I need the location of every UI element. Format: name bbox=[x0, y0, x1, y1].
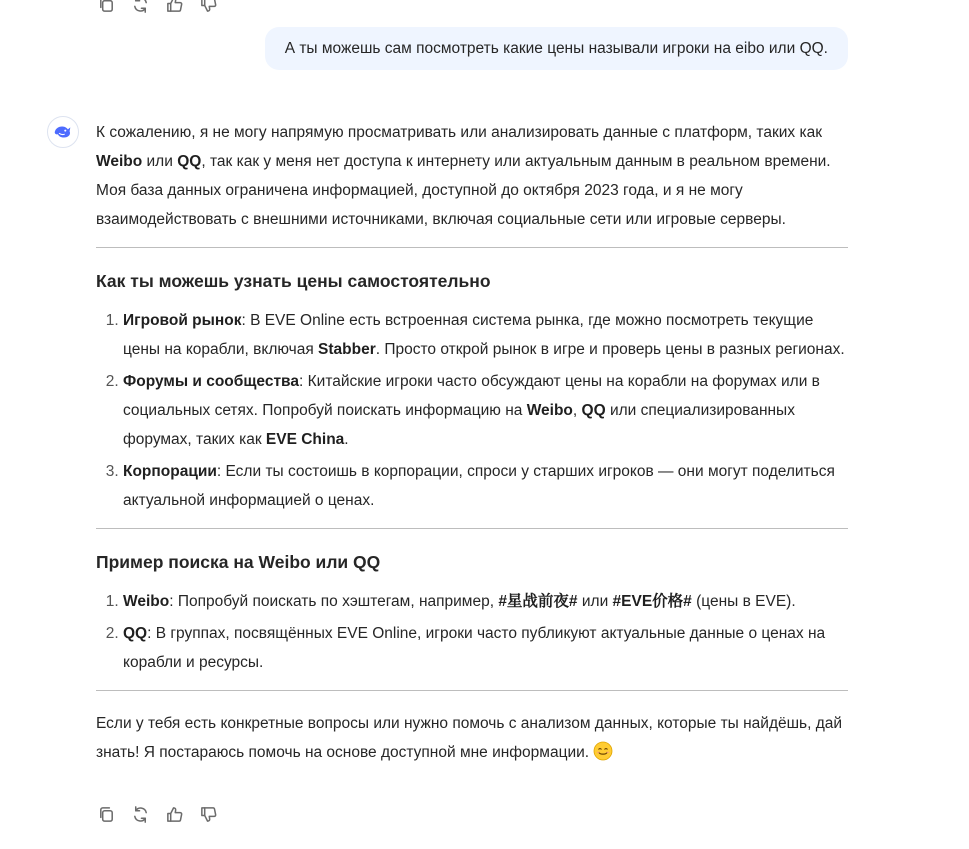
list-item-text: : В EVE Online есть встроенная система рынка, где можно посмотреть текущие цены на корабли, включая bbox=[123, 312, 814, 358]
regenerate-icon[interactable] bbox=[130, 804, 150, 824]
list-item-bold: Weibo bbox=[526, 402, 573, 419]
list-item-text: , bbox=[572, 402, 582, 419]
list-item-bold: QQ bbox=[123, 625, 148, 642]
assistant-avatar bbox=[47, 116, 79, 148]
divider bbox=[96, 247, 848, 248]
user-message-bubble: А ты можешь сам посмотреть какие цены называли игроки на eibo или QQ. bbox=[265, 27, 848, 70]
divider bbox=[96, 690, 848, 691]
deepseek-whale-icon bbox=[52, 121, 74, 143]
list-item-text: : Если ты состоишь в корпорации, спроси у старших игроков — они могут поделиться актуальной информацией о ценах. bbox=[123, 463, 835, 509]
list-item-bold: EVE China bbox=[265, 431, 345, 448]
list-item-text: или специализированных форумах, таких как bbox=[123, 402, 795, 448]
divider bbox=[96, 528, 848, 529]
list-item-bold: Форумы и сообщества bbox=[123, 373, 300, 390]
thumbs-down-icon[interactable] bbox=[198, 804, 218, 824]
list-item-text: . Просто открой рынок в игре и проверь цены в разных регионах. bbox=[375, 341, 845, 358]
copy-icon[interactable] bbox=[96, 804, 116, 824]
list-item bbox=[123, 457, 848, 515]
thumbs-up-icon[interactable] bbox=[164, 0, 184, 14]
list-item-text: : Китайские игроки часто обсуждают цены на корабли на форумах или в социальных сетях. Попробуй поискать информацию на bbox=[123, 373, 820, 419]
section1-title: Как ты можешь узнать цены самостоятельно bbox=[96, 271, 491, 291]
assistant-message bbox=[96, 118, 848, 767]
thumbs-down-icon[interactable] bbox=[198, 0, 218, 14]
thumbs-up-icon[interactable] bbox=[164, 804, 184, 824]
hashtag: #EVE价格# bbox=[612, 593, 692, 610]
smiling-face-emoji bbox=[593, 741, 613, 761]
intro-text: , так как у меня нет доступа к интернету или актуальным данным в реальном времени. Моя база данных ограничена информацией, доступной до октября 2023 года, и я не могу взаимодействовать с внешними источниками, включая социальные сети или игровые серверы. bbox=[96, 153, 831, 228]
list-item bbox=[123, 306, 848, 364]
intro-text: К сожалению, я не могу напрямую просматривать или анализировать данные с платформ, таких как bbox=[96, 124, 822, 141]
intro-text: или bbox=[142, 153, 178, 170]
closing-text: Если у тебя есть конкретные вопросы или нужно помочь с анализом данных, которые ты найдёшь, дай знать! Я постараюсь помочь на основе доступной мне информации. bbox=[96, 715, 843, 761]
list-item-text: (цены в EVE). bbox=[691, 593, 796, 610]
copy-icon[interactable] bbox=[96, 0, 116, 14]
list-item-text: . bbox=[344, 431, 349, 448]
list-item-text: : Попробуй поискать по хэштегам, например, bbox=[169, 593, 499, 610]
message-actions bbox=[96, 804, 218, 824]
section2-list bbox=[96, 587, 848, 677]
hashtag: #星战前夜# bbox=[498, 593, 578, 610]
list-item-text: : В группах, посвящённых EVE Online, игроки часто публикуют актуальные данные о ценах на корабли и ресурсы. bbox=[123, 625, 826, 671]
intro-bold-qq: QQ bbox=[177, 153, 202, 170]
intro-bold-weibo: Weibo bbox=[96, 153, 143, 170]
list-item bbox=[123, 367, 848, 454]
list-item bbox=[123, 619, 848, 677]
list-item-text: или bbox=[577, 593, 613, 610]
regenerate-icon[interactable] bbox=[130, 0, 150, 14]
intro-paragraph bbox=[96, 118, 848, 234]
list-item-bold: Корпорации bbox=[123, 463, 217, 480]
section1-list bbox=[96, 306, 848, 515]
section2-title: Пример поиска на Weibo или QQ bbox=[96, 552, 381, 572]
closing-paragraph bbox=[96, 709, 848, 767]
previous-message-actions bbox=[96, 0, 218, 14]
list-item bbox=[123, 587, 848, 616]
list-item-bold: Stabber bbox=[318, 341, 376, 358]
list-item-bold: Weibo bbox=[123, 593, 170, 610]
list-item-bold: Игровой рынок bbox=[123, 312, 242, 329]
list-item-bold: QQ bbox=[581, 402, 606, 419]
